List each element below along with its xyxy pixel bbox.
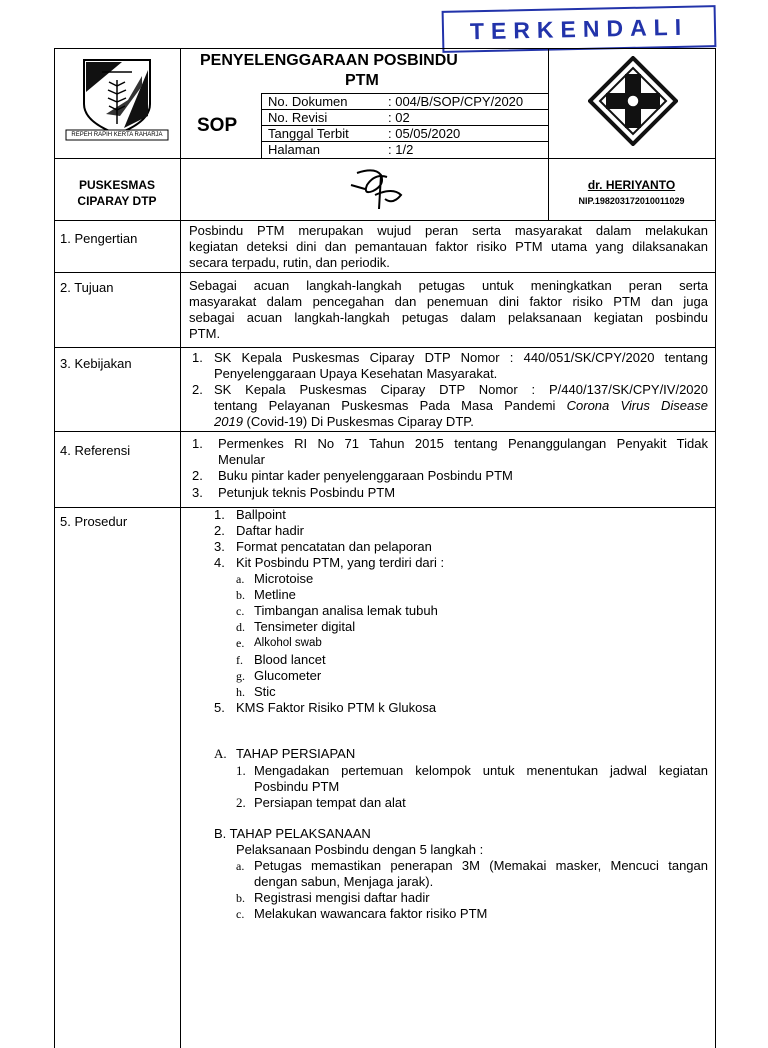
- tahap-b-item-1: Petugas memastikan penerapan 3M (Memakai masker, Mencuci tangan: [254, 858, 708, 873]
- prosedur-item: Kit Posbindu PTM, yang terdiri dari :: [236, 555, 445, 570]
- tahap-b-item-1-cont: dengan sabun, Menjaga jarak).: [254, 874, 434, 889]
- kit-letter: b.: [236, 588, 245, 602]
- meta-value-no-dokumen: : 004/B/SOP/CPY/2020: [388, 94, 524, 109]
- section-label-referensi: 4. Referensi: [60, 443, 131, 458]
- section-label-kebijakan: 3. Kebijakan: [60, 356, 132, 371]
- prosedur-number: 2.: [214, 523, 225, 538]
- kebijakan-number: 1.: [192, 350, 203, 365]
- meta-value-tanggal-terbit: : 05/05/2020: [388, 126, 461, 141]
- doc-title-line1: PENYELENGGARAAN POSBINDU: [200, 52, 458, 69]
- tahap-b-intro: Pelaksanaan Posbindu dengan 5 langkah :: [236, 842, 484, 857]
- pengertian-line: Posbindu PTM merupakan wujud peran serta masyarakat dalam melakukan: [189, 223, 708, 238]
- meta-label-no-dokumen: No. Dokumen: [268, 94, 348, 109]
- section-label-prosedur: 5. Prosedur: [60, 514, 128, 529]
- prosedur-item: Format pencatatan dan pelaporan: [236, 539, 432, 554]
- tahap-a-letter: A.: [214, 746, 227, 761]
- tahap-a-item-1-cont: Posbindu PTM: [254, 779, 340, 794]
- meta-label-no-revisi: No. Revisi: [268, 110, 328, 125]
- org-name-line1: PUSKESMAS: [78, 178, 155, 192]
- kit-letter: h.: [236, 685, 245, 699]
- tahap-b-letter: c.: [236, 907, 245, 921]
- terkendali-stamp: TERKENDALI: [442, 5, 717, 53]
- kit-letter: f.: [236, 653, 243, 667]
- tujuan-line: masyarakat dalam pencegahan dan penemuan dini faktor risiko PTM dan juga: [189, 294, 708, 309]
- meta-value-halaman: : 1/2: [388, 142, 414, 157]
- tahap-b-title: B. TAHAP PELAKSANAAN: [214, 826, 371, 841]
- kebijakan-item-2-cont: tentang Pelayanan Puskesmas Pada Masa Pandemi Corona Virus Disease: [214, 398, 708, 413]
- tahap-a-item-2: Persiapan tempat dan alat: [254, 795, 406, 810]
- prosedur-number: 5.: [214, 700, 225, 715]
- referensi-number: 3.: [192, 485, 203, 500]
- referensi-item-1: Permenkes RI No 71 Tahun 2015 tentang Penanggulangan Penyakit Tidak: [218, 436, 708, 451]
- referensi-number: 2.: [192, 468, 203, 483]
- tahap-a-title: TAHAP PERSIAPAN: [236, 746, 356, 761]
- meta-value-no-revisi: : 02: [388, 110, 410, 125]
- logo-kabupaten-bandung: [62, 56, 172, 146]
- tujuan-line: sebagai acuan langkah-langkah petugas dalam pelaksanaan kegiatan posbindu: [189, 310, 708, 325]
- pengertian-line: secara terpadu, rutin, dan periodik.: [189, 255, 390, 270]
- kit-letter: d.: [236, 620, 245, 634]
- tahap-b-item-3: Melakukan wawancara faktor risiko PTM: [254, 906, 488, 921]
- prosedur-number: 3.: [214, 539, 225, 554]
- sop-label: SOP: [197, 115, 238, 136]
- prosedur-item: Daftar hadir: [236, 523, 304, 538]
- kit-item: Timbangan analisa lemak tubuh: [254, 603, 438, 618]
- meta-label-halaman: Halaman: [268, 142, 321, 157]
- tujuan-line: Sebagai acuan langkah-langkah petugas untuk meningkatkan peran serta: [189, 278, 708, 293]
- kit-letter: e.: [236, 636, 245, 650]
- referensi-item-2: Buku pintar kader penyelenggaraan Posbindu PTM: [218, 468, 513, 483]
- kit-item: Blood lancet: [254, 652, 326, 667]
- tahap-a-number: 1.: [236, 763, 246, 778]
- section-label-pengertian: 1. Pengertian: [60, 231, 138, 246]
- kebijakan-item-1-cont: Penyelenggaraan Upaya Kesehatan Masyarakat.: [214, 366, 498, 381]
- signer-name: dr. HERIYANTO: [587, 178, 676, 192]
- kebijakan-item-2: SK Kepala Puskesmas Ciparay DTP Nomor : P/440/137/SK/CPY/IV/2020: [214, 382, 708, 397]
- pengertian-line: kegiatan deteksi dini dan pemantauan faktor risiko PTM utama yang dilaksanakan: [189, 239, 708, 254]
- prosedur-number: 1.: [214, 507, 225, 522]
- tahap-b-letter: b.: [236, 891, 245, 905]
- referensi-item-3: Petunjuk teknis Posbindu PTM: [218, 485, 396, 500]
- logo-puskesmas: [588, 56, 678, 146]
- org-name-line2: CIPARAY DTP: [77, 194, 157, 208]
- prosedur-item: KMS Faktor Risiko PTM k Glukosa: [236, 700, 437, 715]
- kit-item: Metline: [254, 587, 296, 602]
- section-label-tujuan: 2. Tujuan: [60, 280, 114, 295]
- doc-title-line2: PTM: [345, 72, 379, 89]
- kit-item: Glucometer: [254, 668, 322, 683]
- kit-letter: g.: [236, 669, 245, 683]
- kebijakan-item-2-cont: 2019 (Covid-19) Di Puskesmas Ciparay DTP.: [214, 414, 474, 429]
- referensi-number: 1.: [192, 436, 203, 451]
- kit-item: Stic: [254, 684, 276, 699]
- tujuan-line: PTM.: [189, 326, 221, 341]
- kit-item: Alkohol swab: [254, 637, 322, 649]
- kit-letter: a.: [236, 572, 245, 586]
- kit-item: Tensimeter digital: [254, 619, 356, 634]
- tahap-b-item-2: Registrasi mengisi daftar hadir: [254, 890, 430, 905]
- kebijakan-number: 2.: [192, 382, 203, 397]
- tahap-b-letter: a.: [236, 859, 245, 873]
- signature: [345, 165, 415, 215]
- meta-label-tanggal-terbit: Tanggal Terbit: [268, 126, 349, 141]
- prosedur-item: Ballpoint: [236, 507, 286, 522]
- logo-motto: REPEH RAPIH KERTA RAHARJA: [71, 132, 163, 138]
- tahap-a-item-1: Mengadakan pertemuan kelompok untuk menentukan jadwal kegiatan: [254, 763, 708, 778]
- kebijakan-item-1: SK Kepala Puskesmas Ciparay DTP Nomor : 440/051/SK/CPY/2020 tentang: [214, 350, 708, 365]
- referensi-item-1-cont: Menular: [218, 452, 265, 467]
- kit-item: Microtoise: [254, 571, 314, 586]
- tahap-a-number: 2.: [236, 795, 246, 810]
- prosedur-number: 4.: [214, 555, 225, 570]
- signer-nip: NIP.198203172010011029: [578, 196, 685, 206]
- kit-letter: c.: [236, 604, 245, 618]
